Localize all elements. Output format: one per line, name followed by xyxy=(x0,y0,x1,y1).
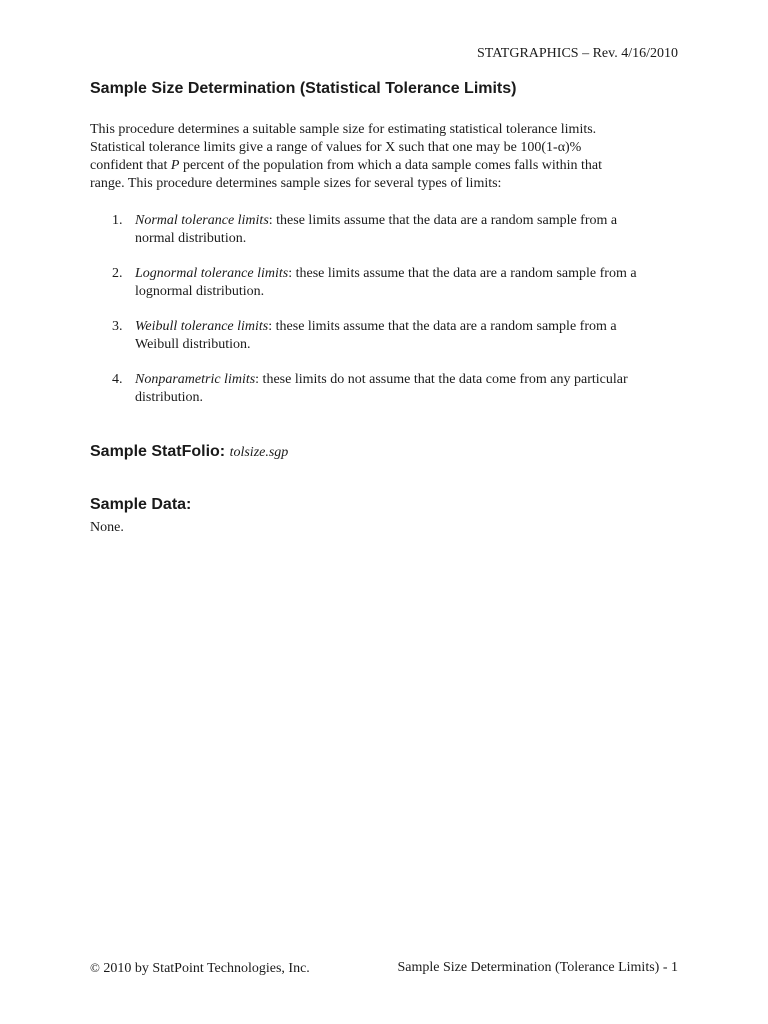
list-item xyxy=(90,265,690,301)
p-symbol: P xyxy=(170,158,180,173)
intro-line: Statistical tolerance limits give a range of values for X such that one may be 100(1-α)% xyxy=(90,140,582,155)
page-title: Sample Size Determination (Statistical Tolerance Limits) xyxy=(90,80,517,97)
list-number: 2. xyxy=(112,266,123,281)
list-text: : these limits assume that the data are a random sample from a xyxy=(268,319,617,334)
statfolio-heading xyxy=(90,443,288,461)
list-line: lognormal distribution. xyxy=(135,284,265,299)
list-text: : these limits do not assume that the data come from any particular xyxy=(255,372,628,387)
intro-line xyxy=(90,157,680,175)
list-item xyxy=(90,212,690,248)
list-line xyxy=(135,371,690,389)
statfolio-label: Sample StatFolio: xyxy=(90,443,226,460)
page-header: STATGRAPHICS – Rev. 4/16/2010 xyxy=(477,46,678,61)
list-term: Normal tolerance limits xyxy=(135,213,269,228)
statfolio-filename: tolsize.sgp xyxy=(229,445,289,460)
sample-data-value: None. xyxy=(90,520,124,535)
intro-line: range. This procedure determines sample sizes for several types of limits: xyxy=(90,176,502,191)
intro-text: confident that xyxy=(90,158,171,173)
footer-copyright-text: 2010 by StatPoint Technologies, Inc. xyxy=(103,961,310,976)
intro-line: This procedure determines a suitable sample size for estimating statistical tolerance limits. xyxy=(90,122,597,137)
list-item xyxy=(90,318,690,354)
list-line: Weibull distribution. xyxy=(135,337,251,352)
intro-text: percent of the population from which a data sample comes falls within that xyxy=(179,158,603,173)
page-footer xyxy=(90,960,678,977)
list-line xyxy=(135,265,690,283)
intro-paragraph xyxy=(90,121,680,193)
copyright-icon: © xyxy=(90,960,100,975)
list-line xyxy=(135,318,690,336)
list-term: Nonparametric limits xyxy=(135,372,256,387)
limits-list xyxy=(90,212,690,424)
list-text: : these limits assume that the data are a random sample from a xyxy=(288,266,637,281)
footer-right: Sample Size Determination (Tolerance Limits) - 1 xyxy=(397,960,678,975)
list-text: : these limits assume that the data are a random sample from a xyxy=(268,213,618,228)
list-line: normal distribution. xyxy=(135,231,247,246)
list-item xyxy=(90,371,690,407)
list-term: Weibull tolerance limits xyxy=(135,319,269,334)
sample-data-heading: Sample Data: xyxy=(90,496,192,513)
list-line xyxy=(135,212,690,230)
list-number: 4. xyxy=(112,372,123,387)
list-term: Lognormal tolerance limits xyxy=(135,266,289,281)
footer-left xyxy=(90,960,310,977)
list-number: 3. xyxy=(112,319,123,334)
list-number: 1. xyxy=(112,213,123,228)
list-line: distribution. xyxy=(135,390,204,405)
